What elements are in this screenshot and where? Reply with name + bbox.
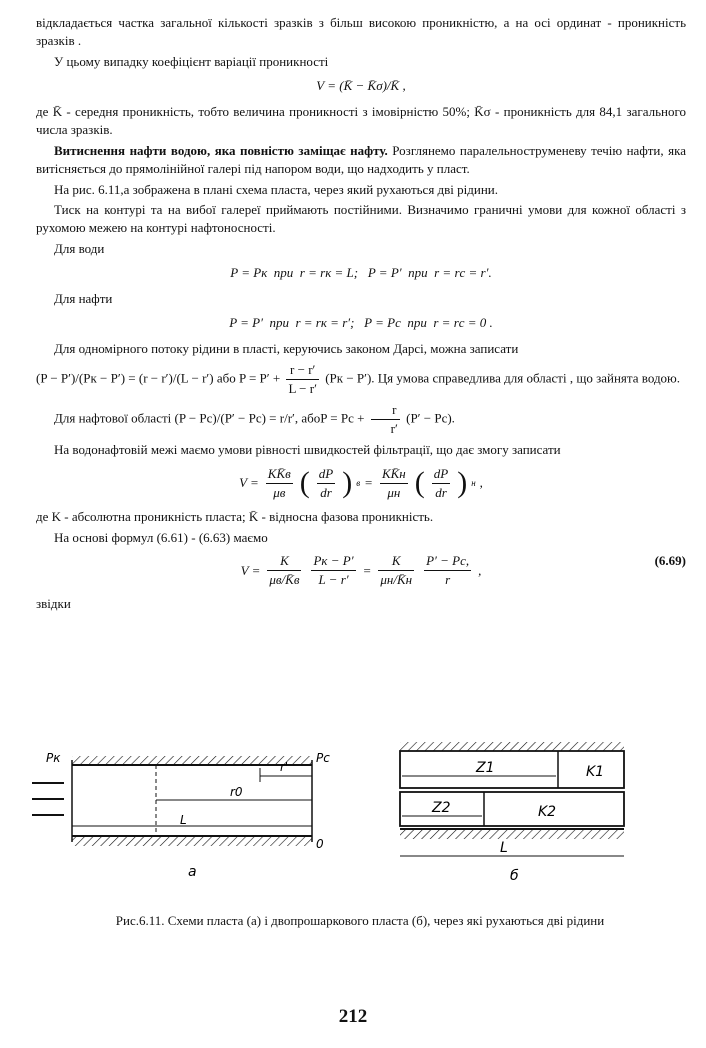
label-z2: Z2: [432, 800, 451, 816]
numerator: r − r′: [286, 361, 318, 380]
fraction: [266, 465, 293, 502]
figure-svg: [30, 738, 680, 898]
denominator: r′: [390, 420, 398, 436]
figure-caption: Рис.6.11. Схеми пласта (а) і двопрошаркового пласта (б), через які рухаються дві рідини: [115, 913, 605, 928]
equation-part: (P′ − Pс).: [406, 410, 455, 426]
denominator: L − r′: [288, 380, 317, 396]
paragraph: де K - абсолютна проникність пласта; K̄ - відносна фазова проникність.: [36, 508, 434, 524]
equation: P = P′ при r = rк = r′; P = Pс при r = rс = 0 .: [229, 315, 493, 331]
left-paren: (: [299, 466, 310, 500]
comma: ,: [478, 562, 482, 578]
equation-part: (P − P′)/(Pк − P′) = (r − r′)/(L − r′) або P = P′ +: [36, 370, 281, 386]
figure-6-11: [30, 738, 680, 898]
numerator: Pк − P′: [311, 552, 355, 571]
numerator: dP: [432, 465, 450, 484]
paragraph-with-fraction: [36, 361, 686, 398]
equation: V = (K̄ − K̄σ)/K̄ ,: [316, 77, 406, 93]
label-pk: Pк: [46, 751, 61, 765]
fraction: [432, 465, 450, 502]
label-k1: K1: [586, 764, 605, 780]
label-zero: 0: [316, 837, 324, 851]
figure-b-two-layer-scheme: [400, 742, 624, 884]
page-body: [36, 14, 686, 616]
denominator: μн: [387, 484, 401, 500]
figure-a-reservoir-scheme: [32, 751, 330, 880]
paragraph: звідки: [36, 596, 71, 612]
bold-heading: Витиснення нафти водою, яка повністю заміщає нафту.: [54, 142, 388, 158]
label-r0: r0: [230, 785, 243, 799]
subscript: в: [356, 477, 361, 488]
equation-body: [36, 552, 686, 589]
equation: P = Pк при r = rк = L; P = P′ при r = rс = r′.: [230, 265, 492, 281]
figure-a-label: a: [188, 864, 197, 880]
equals-sign: =: [362, 562, 372, 578]
denominator: r: [445, 572, 451, 588]
top-hatch: [400, 742, 624, 751]
page-number: 212: [338, 1006, 368, 1027]
fraction: [286, 361, 318, 398]
paragraph: відкладається частка загальної кількості зразків з більш високою проникністю, а на осі ординат - проникність зразків .: [36, 15, 686, 48]
fraction: [378, 552, 414, 589]
bottom-hatch: [400, 829, 624, 839]
paragraph: У цьому випадку коефіцієнт варіації проникності: [54, 53, 329, 69]
equation-part: V =: [240, 562, 261, 578]
numerator: r: [371, 401, 400, 420]
fraction: [424, 552, 471, 589]
label-rprime: r': [280, 760, 289, 774]
bottom-hatch: [72, 836, 312, 846]
numerator: dP: [317, 465, 335, 484]
fraction: [380, 465, 408, 502]
paragraph: Тиск на контурі та на вибої галереї приймають постійними. Визначимо граничні умови для кожної області з рухомою межею на контурі нафтоносності.: [36, 202, 686, 236]
paragraph-with-fraction: [36, 401, 686, 438]
numerator: K: [267, 552, 301, 571]
denominator: dr: [435, 484, 447, 500]
paragraph: На основі формул (6.61) - (6.63) маємо: [54, 529, 268, 545]
numerator: KK̄в: [266, 465, 293, 484]
label-k2: K2: [538, 804, 557, 820]
subscript: н: [471, 477, 476, 488]
left-paren: (: [414, 466, 425, 500]
velocity-equality-equation: [36, 465, 686, 502]
paragraph: Для одномірного потоку рідини в пласті, керуючись законом Дарсі, можна записати: [54, 341, 519, 357]
figure-b-label: б: [510, 868, 519, 884]
label-z1: Z1: [476, 760, 495, 776]
paragraph: На водонафтовій межі маємо умови рівності швидкостей фільтрації, що дає змогу записати: [54, 441, 561, 457]
right-paren: ): [342, 466, 353, 500]
fraction: [311, 552, 355, 589]
paragraph: де K̄ - середня проникність, тобто величина проникності з імовірністю 50%; K̄σ - проникність для 84,1 загального числа зразків.: [36, 103, 686, 137]
label-L: L: [180, 813, 187, 827]
equals-sign: =: [364, 475, 373, 491]
denominator: L − r′: [318, 572, 349, 588]
top-hatch: [72, 756, 312, 765]
equation-part: V =: [239, 475, 259, 491]
paragraph: Для нафти: [54, 291, 113, 307]
label-pc: Pc: [316, 751, 330, 765]
right-paren: ): [457, 466, 468, 500]
numerator: KK̄н: [380, 465, 408, 484]
numerator: P′ − Pс,: [424, 552, 471, 571]
equation-part: Для нафтової області (P − Pс)/(P′ − Pс) = r/r′, абоP = Pс +: [54, 410, 365, 426]
fraction: [317, 465, 335, 502]
denominator: dr: [320, 484, 332, 500]
equation-number: (6.69): [654, 553, 686, 569]
equation-part: (Pк − P′). Ця умова справедлива для області , що зайнята водою.: [325, 370, 681, 386]
denominator: μв: [273, 484, 286, 500]
paragraph: [36, 142, 686, 178]
fraction: [267, 552, 301, 589]
denominator: μв/K̄в: [269, 572, 300, 588]
paragraph: Для води: [54, 241, 105, 257]
numbered-equation: [36, 552, 686, 589]
numerator: K: [378, 552, 414, 571]
paragraph-text: Розглянемо паралельнострумeневу течію нафти, яка витісняється до прямолінійної галері під напором води, що надходить у пласт.: [36, 142, 686, 176]
fraction: [371, 401, 400, 438]
comma: ,: [479, 475, 483, 491]
paragraph: На рис. 6.11,а зображена в плані схема пласта, через який рухаються дві рідини.: [54, 181, 499, 197]
denominator: μн/K̄н: [380, 572, 413, 588]
label-L: L: [500, 840, 508, 856]
